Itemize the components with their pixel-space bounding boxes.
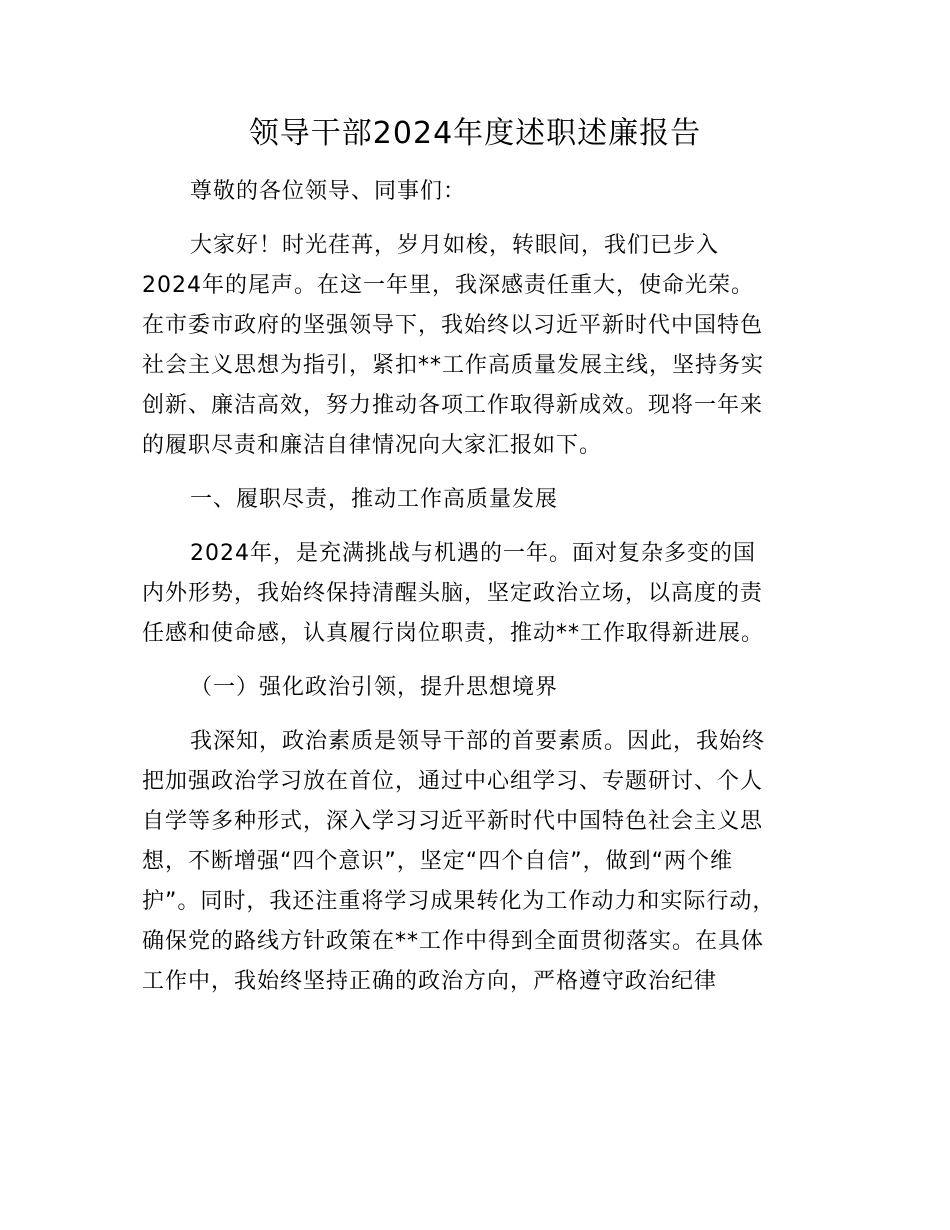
paragraph-overview <box>142 534 822 654</box>
paragraph-line: 2024年，是充满挑战与机遇的一年。面对复杂多变的国 <box>190 541 756 566</box>
paragraph-line: 把加强政治学习放在首位，通过中心组学习、专题研讨、个人 <box>142 769 764 794</box>
paragraph-line: 确保党的路线方针政策在**工作中得到全面贯彻落实。在具体 <box>142 929 765 954</box>
paragraph-line: 创新、廉洁高效，努力推动各项工作取得新成效。现将一年来 <box>142 393 764 418</box>
paragraph-line: 的履职尽责和廉洁自律情况向大家汇报如下。 <box>142 433 603 458</box>
paragraph-line: 内外形势，我始终保持清醒头脑，坚定政治立场，以高度的责 <box>142 581 764 606</box>
paragraph-line: 我深知，政治素质是领导干部的首要素质。因此，我始终 <box>190 729 766 754</box>
paragraph-line: 自学等多种形式，深入学习习近平新时代中国特色社会主义思 <box>142 809 764 834</box>
salutation: 尊敬的各位领导、同事们： <box>190 179 467 204</box>
paragraph-intro <box>142 226 822 466</box>
paragraph-political <box>142 722 822 1002</box>
paragraph-line: 护”。同时，我还注重将学习成果转化为工作动力和实际行动， <box>142 889 776 914</box>
paragraph-line: 大家好！时光荏苒，岁月如梭，转眼间，我们已步入 <box>190 233 720 258</box>
paragraph-line: 在市委市政府的坚强领导下，我始终以习近平新时代中国特色 <box>142 313 764 338</box>
section-heading: 一、履职尽责，推动工作高质量发展 <box>190 487 559 512</box>
paragraph-line: 任感和使命感，认真履行岗位职责，推动**工作取得新进展。 <box>142 621 765 646</box>
paragraph-line: 社会主义思想为指引，紧扣**工作高质量发展主线，坚持务实 <box>142 353 765 378</box>
document-body <box>142 172 822 1002</box>
paragraph-line: 想，不断增强“四个意识”，坚定“四个自信”，做到“两个维 <box>142 849 733 874</box>
paragraph-line: 工作中，我始终坚持正确的政治方向，严格遵守政治纪律 <box>142 969 718 994</box>
subsection-heading: （一）强化政治引领，提升思想境界 <box>190 675 559 700</box>
document-title: 领导干部2024年度述职述廉报告 <box>248 116 702 151</box>
paragraph-line: 2024年的尾声。在这一年里，我深感责任重大，使命光荣。 <box>142 273 754 298</box>
